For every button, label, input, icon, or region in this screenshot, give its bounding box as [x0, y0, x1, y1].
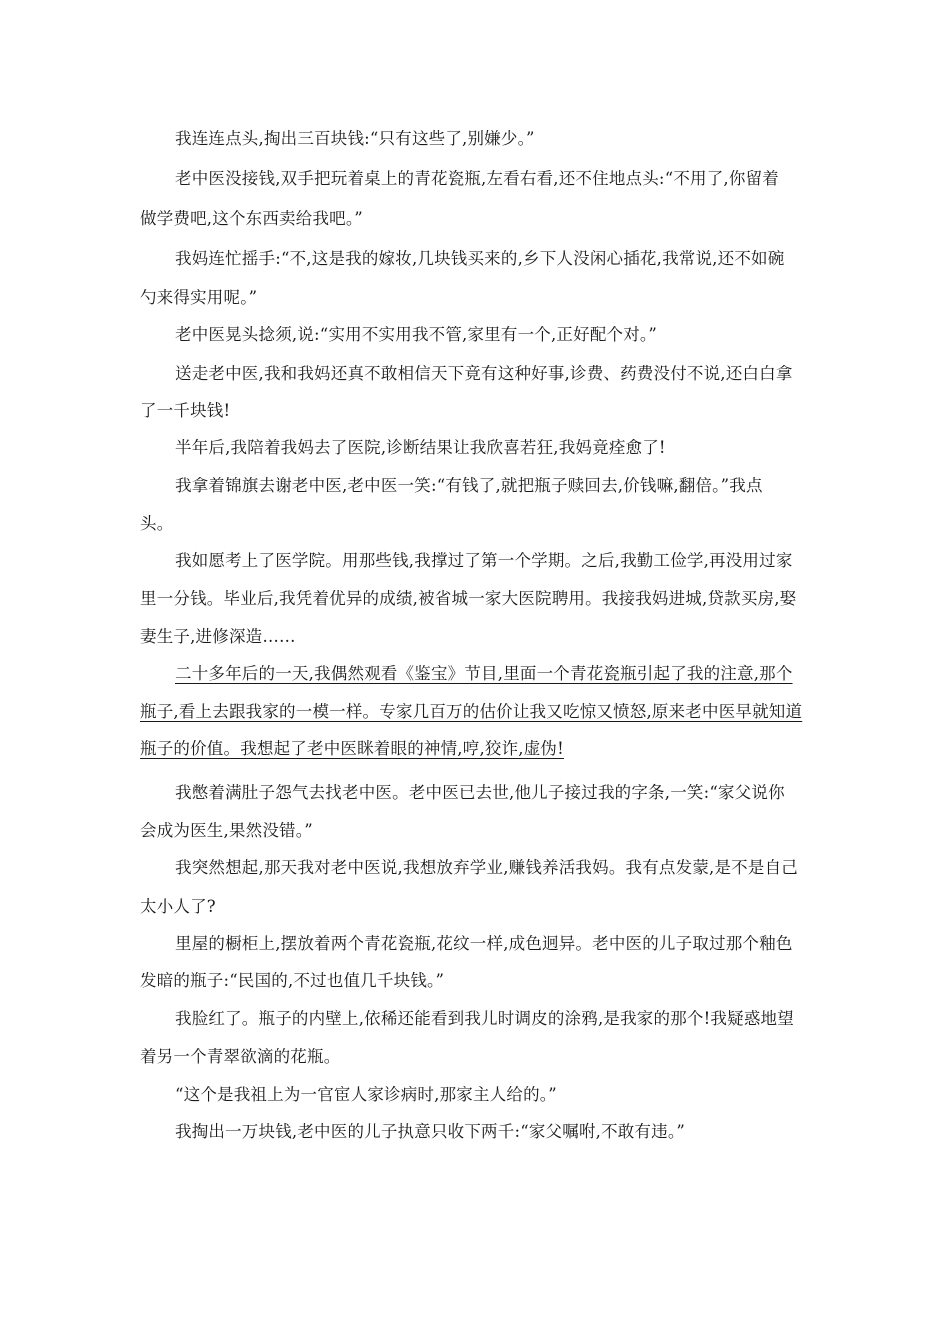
- text-line: 妻生子,进修深造……: [140, 627, 296, 646]
- text-line: 太小人了?: [140, 897, 216, 916]
- text-line: 发暗的瓶子:“民国的,不过也值几千块钱。”: [140, 971, 445, 990]
- text-line: “这个是我祖上为一官宦人家诊病时,那家主人给的。”: [175, 1085, 557, 1104]
- underlined-text-line: 二十多年后的一天,我偶然观看《鉴宝》节目,里面一个青花瓷瓶引起了我的注意,那个: [175, 664, 793, 683]
- text-line: 会成为医生,果然没错。”: [140, 821, 313, 840]
- text-line: 我憋着满肚子怨气去找老中医。老中医已去世,他儿子接过我的字条,一笑:“家父说你: [175, 783, 785, 802]
- text-line: 勺来得实用呢。”: [140, 288, 258, 307]
- text-line: 我脸红了。瓶子的内壁上,依稀还能看到我儿时调皮的涂鸦,是我家的那个!我疑惑地望: [175, 1009, 794, 1028]
- text-line: 我连连点头,掏出三百块钱:“只有这些了,别嫌少。”: [175, 129, 535, 148]
- text-line: 里一分钱。毕业后,我凭着优异的成绩,被省城一家大医院聘用。我接我妈进城,贷款买房,娶: [140, 589, 797, 608]
- text-line: 我如愿考上了医学院。用那些钱,我撑过了第一个学期。之后,我勤工俭学,再没用过家: [175, 551, 793, 570]
- text-line: 里屋的橱柜上,摆放着两个青花瓷瓶,花纹一样,成色迥异。老中医的儿子取过那个釉色: [175, 934, 793, 953]
- text-line: 我妈连忙摇手:“不,这是我的嫁妆,几块钱买来的,乡下人没闲心插花,我常说,还不如碗: [175, 249, 785, 268]
- text-line: 送走老中医,我和我妈还真不敢相信天下竟有这种好事,诊费、药费没付不说,还白白拿: [175, 364, 793, 383]
- text-line: 着另一个青翠欲滴的花瓶。: [140, 1047, 341, 1066]
- text-line: 老中医晃头捻须,说:“实用不实用我不管,家里有一个,正好配个对。”: [175, 325, 658, 344]
- text-line: 老中医没接钱,双手把玩着桌上的青花瓷瓶,左看右看,还不住地点头:“不用了,你留着: [175, 169, 779, 188]
- text-line: 了一千块钱!: [140, 401, 231, 420]
- text-line: 半年后,我陪着我妈去了医院,诊断结果让我欣喜若狂,我妈竟痊愈了!: [175, 438, 666, 457]
- text-line: 我拿着锦旗去谢老中医,老中医一笑:“有钱了,就把瓶子赎回去,价钱嘛,翻倍。”我点: [175, 476, 763, 495]
- underlined-text-line: 瓶子,看上去跟我家的一模一样。专家几百万的估价让我又吃惊又愤怒,原来老中医早就知道: [140, 702, 803, 721]
- text-line: 头。: [140, 514, 174, 533]
- underlined-text-line: 瓶子的价值。我想起了老中医眯着眼的神情,哼,狡诈,虚伪!: [140, 739, 564, 758]
- text-line: 我突然想起,那天我对老中医说,我想放弃学业,赚钱养活我妈。我有点发蒙,是不是自己: [175, 858, 798, 877]
- text-line: 我掏出一万块钱,老中医的儿子执意只收下两千:“家父嘱咐,不敢有违。”: [175, 1122, 685, 1141]
- text-line: 做学费吧,这个东西卖给我吧。”: [140, 209, 363, 228]
